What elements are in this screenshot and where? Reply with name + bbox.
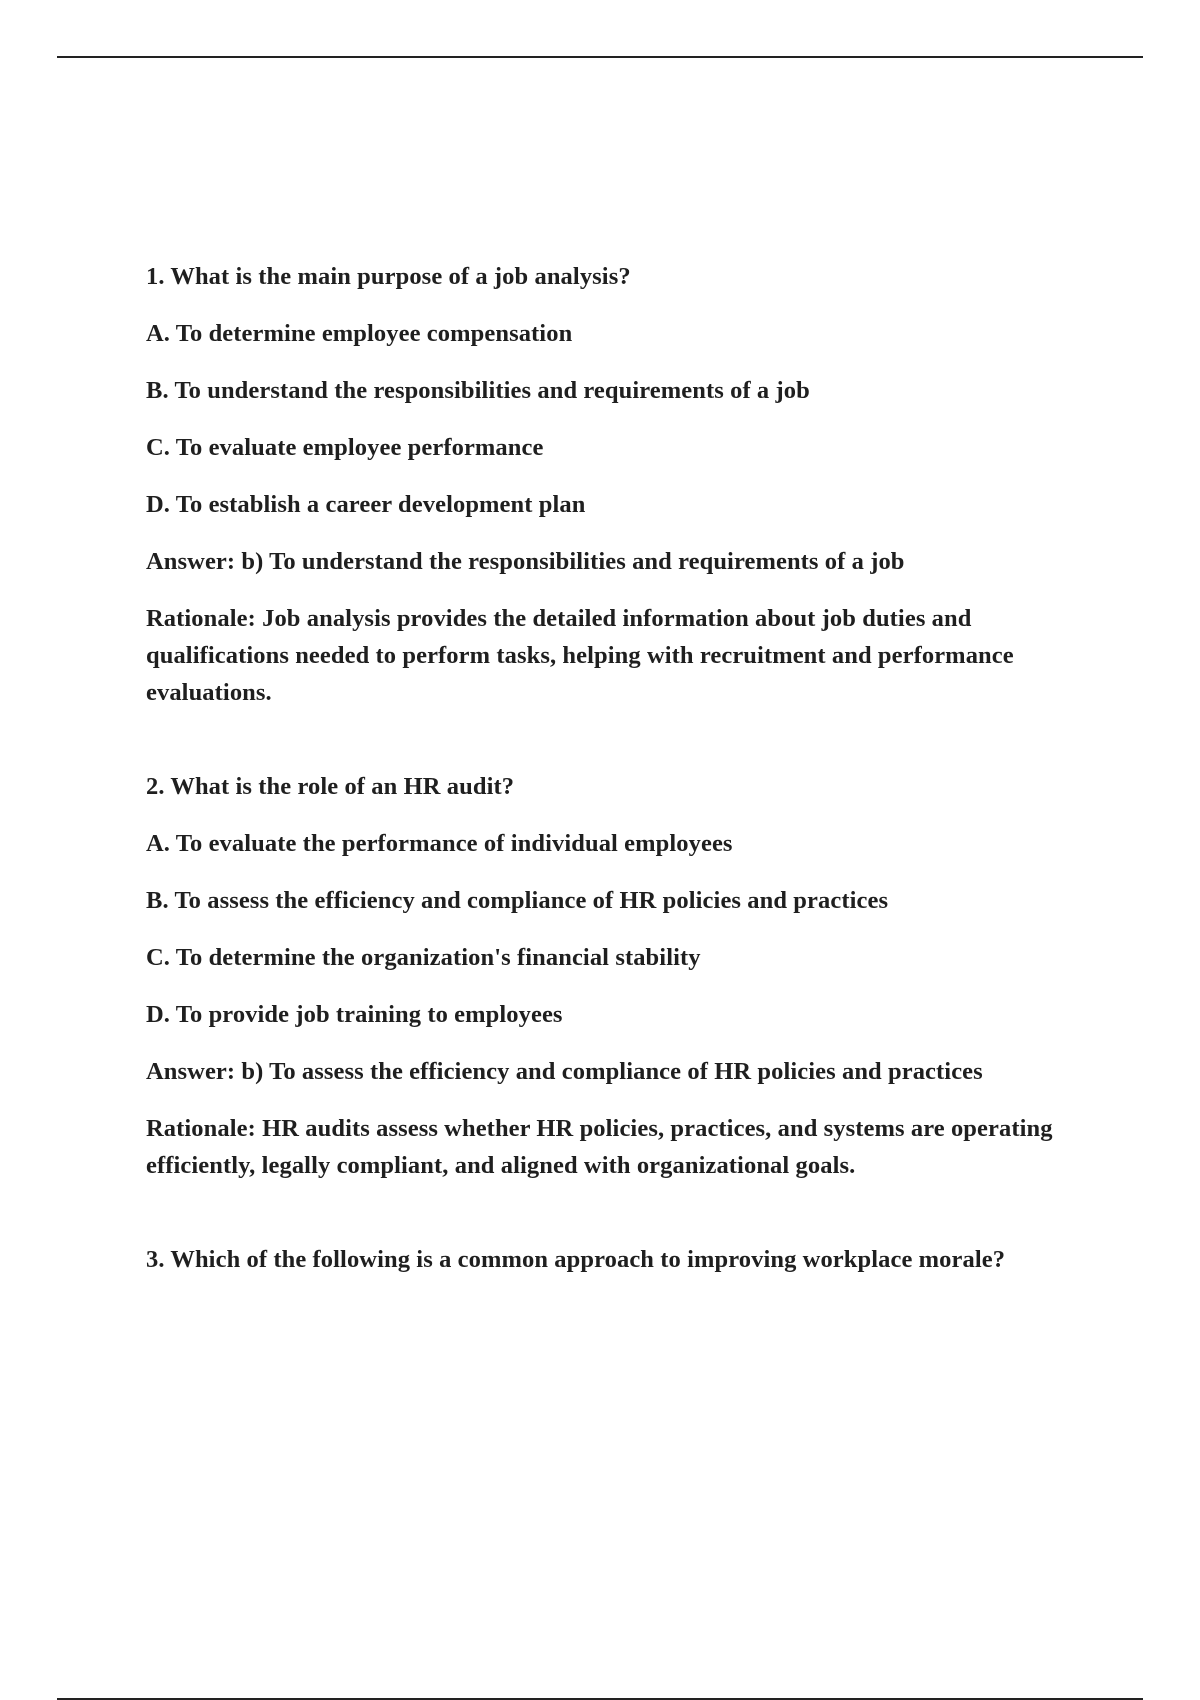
option-c: C. To determine the organization's financial stability bbox=[146, 944, 701, 971]
question-text: 1. What is the main purpose of a job analysis? bbox=[146, 263, 631, 290]
option-d: D. To provide job training to employees bbox=[146, 1001, 563, 1028]
answer-text: Answer: b) To understand the responsibilities and requirements of a job bbox=[146, 548, 905, 575]
question-text: 2. What is the role of an HR audit? bbox=[146, 773, 515, 800]
answer-text: Answer: b) To assess the efficiency and compliance of HR policies and practices bbox=[146, 1058, 983, 1085]
option-b: B. To assess the efficiency and compliance of HR policies and practices bbox=[146, 887, 889, 914]
question-block-2 bbox=[146, 768, 1106, 1184]
header-rule bbox=[57, 56, 1143, 58]
option-c: C. To evaluate employee performance bbox=[146, 434, 544, 461]
rationale-text: Rationale: HR audits assess whether HR policies, practices, and systems are operating efficiently, legally compliant, and aligned with organizational goals. bbox=[146, 1115, 1053, 1179]
question-text: 3. Which of the following is a common approach to improving workplace morale? bbox=[146, 1246, 1006, 1273]
question-block-3 bbox=[146, 1241, 1106, 1278]
option-a: A. To evaluate the performance of individual employees bbox=[146, 830, 733, 857]
document-body bbox=[146, 258, 1106, 1278]
option-b: B. To understand the responsibilities and requirements of a job bbox=[146, 377, 810, 404]
option-d: D. To establish a career development plan bbox=[146, 491, 586, 518]
question-block-1 bbox=[146, 258, 1106, 711]
option-a: A. To determine employee compensation bbox=[146, 320, 573, 347]
rationale-text: Rationale: Job analysis provides the detailed information about job duties and qualifications needed to perform tasks, helping with recruitment and performance evaluations. bbox=[146, 605, 1014, 706]
